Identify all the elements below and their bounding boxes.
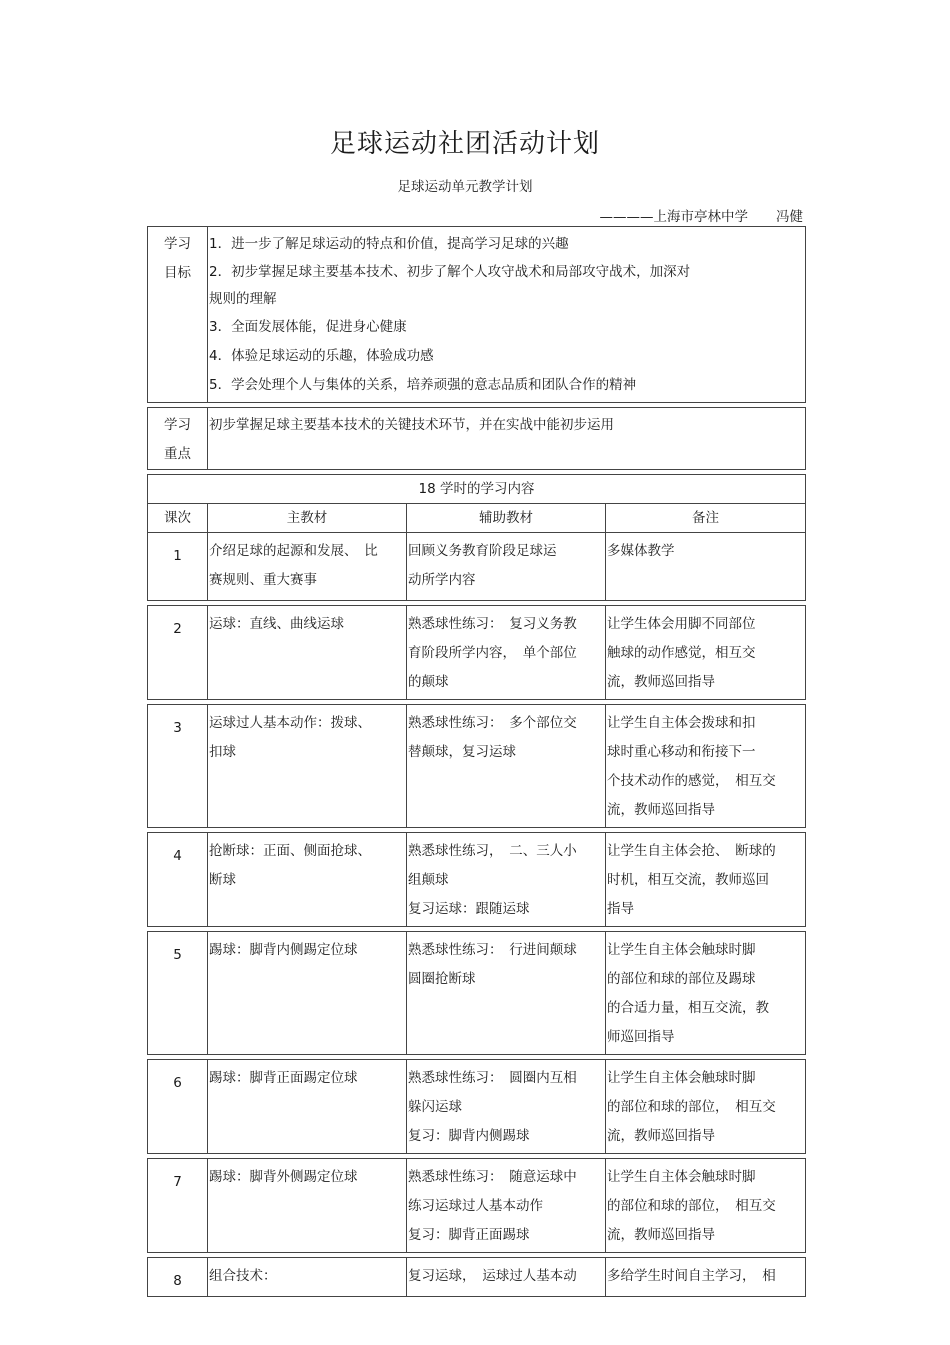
lesson-number: 5 <box>148 932 208 1055</box>
lesson-aux-line: 复习：脚背正面踢球 <box>408 1227 530 1243</box>
lesson-note-cell <box>606 705 806 828</box>
lesson-aux-line: 复习：脚背内侧踢球 <box>408 1128 530 1144</box>
lesson-main-cell <box>208 833 407 927</box>
lesson-aux-line: 熟悉球性练习： 随意运球中 <box>408 1169 577 1185</box>
objective-item: 5．学会处理个人与集体的关系，培养顽强的意志品质和团队合作的精神 <box>209 377 637 393</box>
lesson-main-cell <box>208 705 407 828</box>
lesson-note-line: 让学生自主体会触球时脚 <box>607 942 756 958</box>
lesson-note-line: 个技术动作的感觉， 相互交 <box>607 773 776 789</box>
lesson-number: 3 <box>148 705 208 828</box>
lesson-number: 6 <box>148 1060 208 1154</box>
lesson-note-cell <box>606 1258 806 1297</box>
lesson-aux-line: 动所学内容 <box>408 572 476 588</box>
lesson-row <box>148 932 806 1055</box>
focus-label <box>148 408 208 470</box>
lesson-note-line: 的部位和球的部位， 相互交 <box>607 1198 776 1214</box>
lesson-main-line: 赛规则、重大赛事 <box>209 572 317 588</box>
lesson-note-line: 流，教师巡回指导 <box>607 674 715 690</box>
plan-table <box>147 226 806 1297</box>
lesson-row <box>148 833 806 927</box>
lesson-number: 4 <box>148 833 208 927</box>
lesson-main-line: 断球 <box>209 872 236 888</box>
lesson-main-line: 扣球 <box>209 744 236 760</box>
lesson-aux-line: 复习运球：跟随运球 <box>408 901 530 917</box>
lesson-note-cell <box>606 533 806 601</box>
column-header: 主教材 <box>208 504 407 533</box>
lesson-note-cell <box>606 833 806 927</box>
objective-item: 规则的理解 <box>209 291 277 307</box>
lesson-note-line: 多给学生时间自主学习， 相 <box>607 1268 776 1284</box>
lesson-row <box>148 606 806 700</box>
lesson-note-cell <box>606 606 806 700</box>
page-title: 足球运动社团活动计划 <box>329 129 600 159</box>
lesson-number: 7 <box>148 1159 208 1253</box>
lesson-note-cell <box>606 932 806 1055</box>
lesson-note-line: 的部位和球的部位， 相互交 <box>607 1099 776 1115</box>
lesson-aux-line: 练习运球过人基本动作 <box>408 1198 543 1214</box>
objectives-label-line: 目标 <box>164 265 191 281</box>
lesson-main-line: 踢球：脚背外侧踢定位球 <box>209 1169 358 1185</box>
lesson-main-cell <box>208 932 407 1055</box>
lesson-aux-line: 熟悉球性练习： 行进间颠球 <box>408 942 577 958</box>
lesson-note-line: 的部位和球的部位及踢球 <box>607 971 756 987</box>
objective-item: 3．全面发展体能，促进身心健康 <box>209 319 407 335</box>
lesson-main-line: 抢断球：正面、侧面抢球、 <box>209 843 371 859</box>
lesson-row <box>148 1159 806 1253</box>
page-subtitle: 足球运动单元教学计划 <box>397 179 533 195</box>
column-header: 辅助教材 <box>407 504 606 533</box>
lesson-row <box>148 533 806 601</box>
lesson-row <box>148 705 806 828</box>
lesson-note-line: 让学生自主体会触球时脚 <box>607 1169 756 1185</box>
lesson-note-line: 时机，相互交流，教师巡回 <box>607 872 769 888</box>
lesson-main-cell <box>208 1258 407 1297</box>
lesson-row <box>148 1060 806 1154</box>
objectives-label-line: 学习 <box>164 236 191 252</box>
lesson-aux-line: 躲闪运球 <box>408 1099 462 1115</box>
lesson-aux-cell <box>407 833 606 927</box>
lesson-aux-line: 熟悉球性练习： 圆圈内互相 <box>408 1070 577 1086</box>
lesson-aux-line: 组颠球 <box>408 872 449 888</box>
school-name: 上海市亭林中学 <box>653 209 748 225</box>
lesson-note-line: 师巡回指导 <box>607 1029 675 1045</box>
lesson-note-line: 流，教师巡回指导 <box>607 1128 715 1144</box>
lesson-number: 1 <box>148 533 208 601</box>
lesson-note-line: 的合适力量，相互交流，教 <box>607 1000 769 1016</box>
lesson-aux-cell <box>407 1060 606 1154</box>
lesson-note-line: 触球的动作感觉，相互交 <box>607 645 756 661</box>
lesson-aux-line: 的颠球 <box>408 674 449 690</box>
lesson-aux-line: 熟悉球性练习： 多个部位交 <box>408 715 577 731</box>
lesson-note-line: 流，教师巡回指导 <box>607 802 715 818</box>
lesson-aux-line: 熟悉球性练习， 二、三人小 <box>408 843 577 859</box>
lesson-main-line: 运球过人基本动作：拨球、 <box>209 715 371 731</box>
column-header: 备注 <box>606 504 806 533</box>
lesson-main-line: 运球：直线、曲线运球 <box>209 616 344 632</box>
focus-row <box>148 408 806 470</box>
lesson-note-line: 让学生体会用脚不同部位 <box>607 616 756 632</box>
lesson-note-line: 让学生自主体会触球时脚 <box>607 1070 756 1086</box>
lesson-aux-cell <box>407 705 606 828</box>
objectives-row <box>148 227 806 403</box>
content-title: 18 学时的学习内容 <box>148 475 806 504</box>
lesson-note-line: 多媒体教学 <box>607 543 675 559</box>
lesson-main-cell <box>208 1060 407 1154</box>
lesson-note-line: 让学生自主体会拨球和扣 <box>607 715 756 731</box>
lesson-main-cell <box>208 533 407 601</box>
lesson-row <box>148 1258 806 1297</box>
lesson-aux-cell <box>407 932 606 1055</box>
lesson-aux-line: 熟悉球性练习： 复习义务教 <box>408 616 577 632</box>
author-dash: ———— <box>599 209 654 225</box>
lesson-note-cell <box>606 1159 806 1253</box>
lesson-main-cell <box>208 1159 407 1253</box>
objectives-list <box>208 227 806 403</box>
lesson-main-line: 踢球：脚背内侧踢定位球 <box>209 942 358 958</box>
focus-label-line: 学习 <box>164 417 191 433</box>
column-header-row <box>148 504 806 533</box>
objective-item: 2．初步掌握足球主要基本技术、初步了解个人攻守战术和局部攻守战术，加深对 <box>209 264 691 280</box>
column-header: 课次 <box>148 504 208 533</box>
lesson-aux-cell <box>407 1159 606 1253</box>
lesson-number: 2 <box>148 606 208 700</box>
lesson-aux-line: 回顾义务教育阶段足球运 <box>408 543 557 559</box>
teacher-name: 冯健 <box>776 209 803 225</box>
content-title-row <box>148 475 806 504</box>
lesson-aux-line: 育阶段所学内容， 单个部位 <box>408 645 577 661</box>
focus-text: 初步掌握足球主要基本技术的关键技术环节，并在实战中能初步运用 <box>208 408 806 470</box>
author-line <box>600 205 804 225</box>
lesson-aux-cell <box>407 606 606 700</box>
lesson-note-line: 球时重心移动和衔接下一 <box>607 744 756 760</box>
lesson-aux-cell <box>407 1258 606 1297</box>
lesson-aux-cell <box>407 533 606 601</box>
objective-item: 1．进一步了解足球运动的特点和价值，提高学习足球的兴趣 <box>209 236 569 252</box>
lesson-main-line: 组合技术： <box>209 1268 277 1284</box>
lesson-main-cell <box>208 606 407 700</box>
lesson-aux-line: 圆圈抢断球 <box>408 971 476 987</box>
lesson-aux-line: 替颠球，复习运球 <box>408 744 516 760</box>
lesson-main-line: 踢球：脚背正面踢定位球 <box>209 1070 358 1086</box>
lesson-main-line: 介绍足球的起源和发展、 比 <box>209 543 378 559</box>
focus-label-line: 重点 <box>164 446 191 462</box>
lesson-note-line: 流，教师巡回指导 <box>607 1227 715 1243</box>
lesson-note-line: 让学生自主体会抢、 断球的 <box>607 843 776 859</box>
lesson-number: 8 <box>148 1258 208 1297</box>
objective-item: 4．体验足球运动的乐趣，体验成功感 <box>209 348 434 364</box>
lesson-note-cell <box>606 1060 806 1154</box>
lesson-aux-line: 复习运球， 运球过人基本动 <box>408 1268 577 1284</box>
objectives-label <box>148 227 208 403</box>
lesson-note-line: 指导 <box>607 901 634 917</box>
